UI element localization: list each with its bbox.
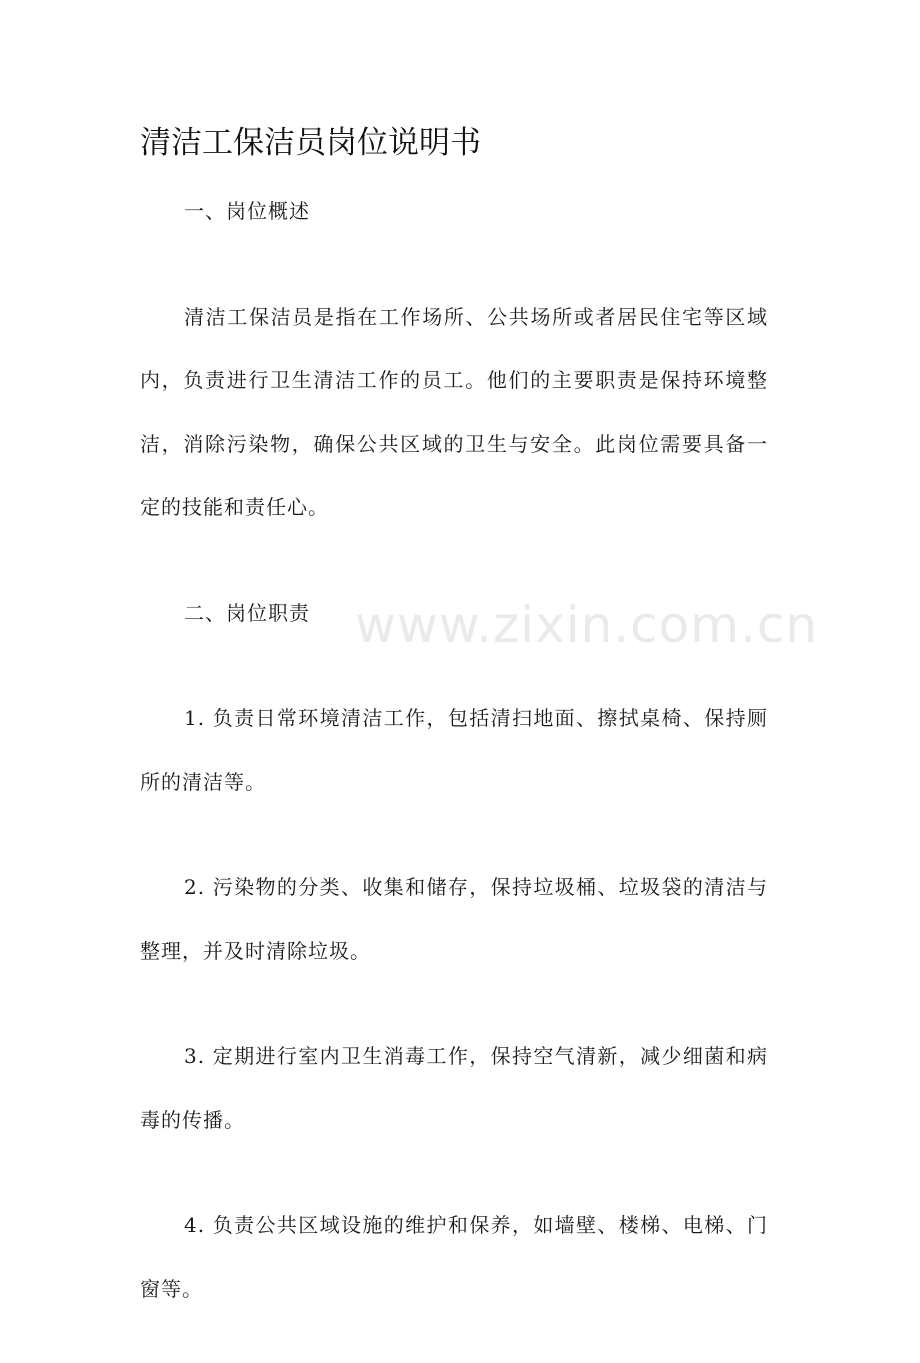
section-heading-overview: 一、岗位概述 [184,199,310,223]
duty-item-2: 2. 污染物的分类、收集和储存，保持垃圾桶、垃圾袋的清洁与整理，并及时清除垃圾。 [140,875,768,963]
document-title: 清洁工保洁员岗位说明书 [140,125,481,161]
paragraph-overview: 清洁工保洁员是指在工作场所、公共场所或者居民住宅等区域内，负责进行卫生清洁工作的员工。他们的主要职责是保持环境整洁，消除污染物，确保公共区域的卫生与安全。此岗位需要具备一定的技能和责任心。 [140,304,768,519]
watermark: www.zixin.com.cn [355,596,819,654]
duty-item-4: 4. 负责公共区域设施的维护和保养，如墙壁、楼梯、电梯、门窗等。 [140,1213,768,1301]
duty-item-3: 3. 定期进行室内卫生消毒工作，保持空气清新，减少细菌和病毒的传播。 [140,1044,768,1132]
document-body [140,180,768,1363]
duty-item-1: 1. 负责日常环境清洁工作，包括清扫地面、擦拭桌椅、保持厕所的清洁等。 [140,706,768,794]
section-heading-duties: 二、岗位职责 [184,600,310,625]
